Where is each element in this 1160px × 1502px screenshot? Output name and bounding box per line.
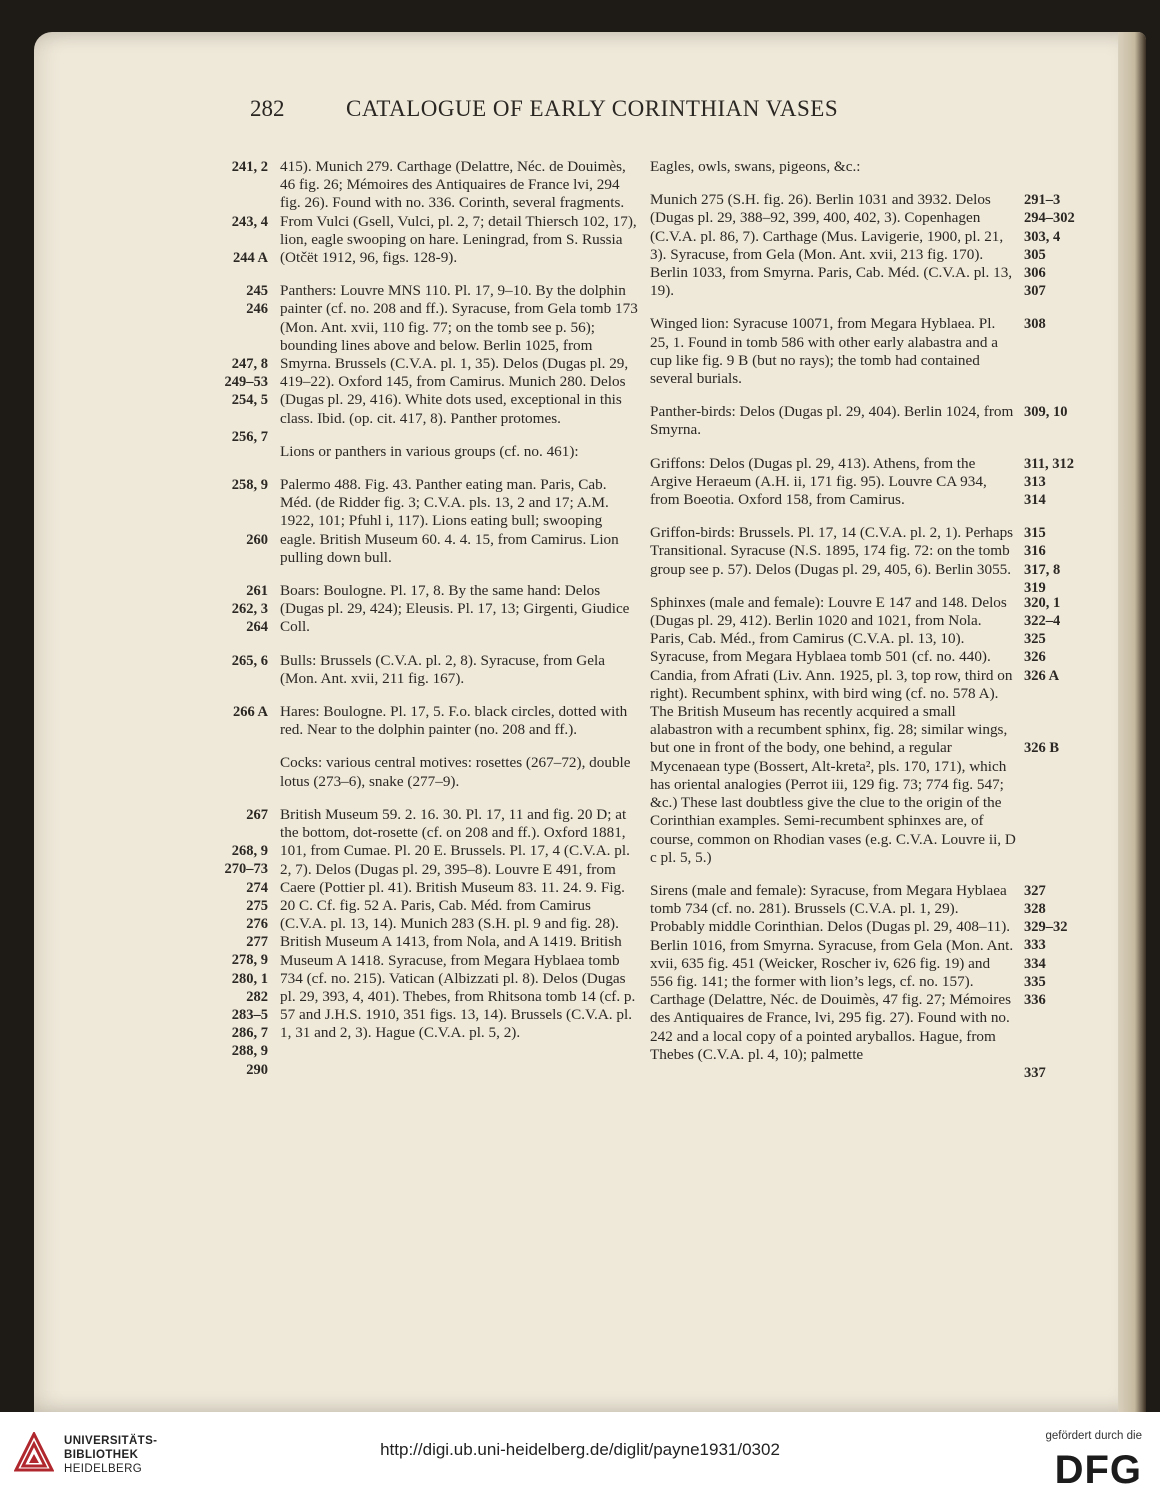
entry-text: Griffons: Delos (Dugas pl. 29, 413). Athens, from the Argive Heraeum (A.H. ii, 171 fig. 95). Louvre CA 934, from Boeotia. Oxford 158, from Camirus. [650, 454, 987, 509]
catalogue-number [1024, 848, 1084, 866]
catalogue-number: 254, 5 [231, 392, 268, 409]
catalogue-number: 243, 4 [231, 213, 268, 230]
entry-text: Boars: Boulogne. Pl. 17, 8. By the same hand: Delos (Dugas pl. 29, 424); Eleusis. Pl. 17, 13; Girgenti, Giudice Coll. [280, 582, 630, 636]
catalogue-numbers [1024, 882, 1084, 1082]
catalogue-number: 320, 1 [1024, 594, 1061, 611]
catalogue-entry [231, 476, 640, 567]
catalogue-number: 267 [246, 806, 268, 823]
catalogue-number [208, 176, 268, 194]
catalogue-number [1024, 812, 1084, 830]
catalogue-number: 275 [246, 897, 268, 914]
catalogue-number: 329–32 [1024, 919, 1068, 936]
catalogue-entry [224, 805, 640, 1078]
catalogue-number [1024, 830, 1084, 848]
entry-text: Winged lion: Syracuse 10071, from Megara Hyblaea. Pl. 25, 1. Found in tomb 586 with other early alabastra and a cup like fig. 9 B (but no rays); the tomb had contained several burials. [650, 315, 998, 388]
right-column [650, 158, 1075, 1081]
catalogue-number [208, 549, 268, 567]
catalogue-number: 308 [1024, 316, 1046, 333]
catalogue-number: 327 [1024, 882, 1046, 899]
catalogue-entry [650, 158, 1016, 176]
catalogue-number [1024, 776, 1084, 794]
catalogue-numbers [1024, 524, 1084, 597]
catalogue-number: 326 [1024, 649, 1046, 666]
catalogue-number: 261 [246, 583, 268, 600]
catalogue-number [208, 754, 268, 772]
catalogue-number: 335 [1024, 973, 1046, 990]
catalogue-number: 334 [1024, 955, 1046, 972]
entry-text: Eagles, owls, swans, pigeons, &c.: [650, 158, 861, 175]
entry-text: Bulls: Brussels (C.V.A. pl. 2, 8). Syracuse, from Gela (Mon. Ant. xvii, 211 fig. 167). [280, 651, 605, 687]
catalogue-number: 277 [246, 934, 268, 951]
running-title: CATALOGUE OF EARLY CORINTHIAN VASES [346, 96, 839, 121]
catalogue-number: 305 [1024, 246, 1046, 263]
catalogue-entry [650, 191, 1075, 300]
catalogue-number: 247, 8 [231, 355, 268, 372]
catalogue-entry [650, 454, 1074, 510]
catalogue-number: 303, 4 [1024, 228, 1061, 245]
catalogue-number: 262, 3 [231, 601, 268, 618]
catalogue-number [208, 824, 268, 842]
catalogue-numbers [208, 158, 268, 285]
catalogue-number [208, 194, 268, 212]
catalogue-numbers [208, 476, 268, 567]
funding-note: gefördert durch die [1045, 1430, 1142, 1442]
catalogue-number: 245 [246, 283, 268, 300]
catalogue-entry [650, 593, 1061, 867]
catalogue-numbers [1024, 191, 1084, 300]
catalogue-number: 328 [1024, 901, 1046, 918]
catalogue-number: 244 A [232, 249, 268, 266]
catalogue-entry [650, 315, 1046, 388]
catalogue-number: 288, 9 [231, 1043, 268, 1060]
catalogue-number: 278, 9 [231, 952, 268, 969]
catalogue-number: 326 A [1024, 667, 1060, 684]
catalogue-number: 317, 8 [1024, 561, 1061, 578]
catalogue-number: 319 [1024, 579, 1046, 596]
catalogue-number [1024, 158, 1084, 176]
catalogue-numbers [208, 703, 268, 758]
catalogue-number [1024, 794, 1084, 812]
catalogue-numbers [208, 282, 268, 446]
catalogue-number: 306 [1024, 264, 1046, 281]
catalogue-numbers [1024, 455, 1084, 510]
catalogue-number: 311, 312 [1024, 455, 1074, 472]
page-header [250, 96, 910, 130]
entry-text: Griffon-birds: Brussels. Pl. 17, 14 (C.V.A. pl. 2, 1). Perhaps Transitional. Syracuse (N.S. 1895, 174 fig. 72: on the tomb group see p. 57). Delos (Dugas pl. 29, 405, 6). Berlin 3055. [650, 524, 1014, 578]
viewer-footer [0, 1412, 1160, 1502]
catalogue-number [1024, 1027, 1084, 1045]
catalogue-number [208, 512, 268, 530]
catalogue-number: 325 [1024, 631, 1046, 648]
catalogue-number: 337 [1024, 1064, 1046, 1081]
catalogue-number [208, 721, 268, 739]
catalogue-number: 249–53 [224, 374, 268, 391]
entry-text: Munich 275 (S.H. fig. 26). Berlin 1031 and 3932. Delos (Dugas pl. 29, 388–92, 399, 400, 402, 3). Copenhagen (C.V.A. pl. 86, 7). Carthage (Mus. Lavigerie, 1900, pl. 21, 3). Syracuse, from Gela (Mon. Ant. xvii, 213 fig. 170). Berlin 1033, from Smyrna. Paris, Cab. Méd. (C.V.A. pl. 13, 19). [650, 191, 1013, 300]
catalogue-number: 314 [1024, 492, 1046, 509]
catalogue-number: 326 B [1024, 740, 1060, 757]
catalogue-entry [280, 754, 640, 790]
catalogue-number [208, 494, 268, 512]
page-edge [1118, 32, 1146, 1412]
catalogue-number: 313 [1024, 473, 1046, 490]
catalogue-entry [231, 158, 640, 267]
entry-text: Lions or panthers in various groups (cf. no. 461): [280, 442, 579, 460]
catalogue-number [1024, 703, 1084, 721]
catalogue-numbers [1024, 403, 1084, 439]
entry-text: British Museum 59. 2. 16. 30. Pl. 17, 11 and fig. 20 D; at the bottom, dot-rosette (cf. on 208 and ff.). Oxford 1881, 101, from Cumae. Pl. 20 E. Brussels. Pl. 17, 4 (C.V.A. pl. 2, 7). Delos (Dugas pl. 29, 395–8). Louvre E 491, from Caere (Pottier pl. 41). British Museum 83. 11. 24. 9. Fig. 20 C. Cf. fig. 52 A. Paris, Cab. Méd. from Camirus (C.V.A. pl. 13, 14). Munich 283 (S.H. pl. 9 and fig. 28). British Museum A 1413, from Nola, and A 1419. British Museum A 1418. Syracuse, from Megara Hyblaea tomb 734 (cf. no. 215). Vatican (Albizzati pl. 8). Delos (Dugas pl. 29, 393, 4, 401). Thebes, from Rhitsona tomb 14 (cf. p. 57 and J.H.S. 1910, 351 figs. 13, 14). Brussels (C.V.A. pl. 1, 31 and 2, 3). Hague (C.V.A. pl. 5, 2). [280, 805, 636, 1042]
institution-line: UNIVERSITÄTS- [64, 1435, 158, 1447]
catalogue-number: 270–73 [224, 861, 268, 878]
catalogue-entry [650, 403, 1068, 439]
catalogue-entry [231, 651, 640, 688]
catalogue-number [1024, 352, 1084, 370]
catalogue-number: 256, 7 [231, 428, 268, 445]
page-number: 282 [250, 96, 285, 121]
catalogue-numbers [208, 443, 268, 461]
entry-text: Sphinxes (male and female): Louvre E 147 and 148. Delos (Dugas pl. 29, 412). Berlin 1020 and 1021, from Nola. Paris, Cab. Méd., from Camirus (C.V.A. pl. 13, 10). Syracuse, from Megara Hyblaea tomb 501 (cf. no. 440). Candia, from Afrati (Liv. Ann. 1925, pl. 3, top row, third on right). Recumbent sphinx, with bird wing (cf. no. 578 A). The British Museum has recently acquired a small alabastron with a recumbent sphinx, fig. 28; similar wings, but one in front of the body, one behind, a regular Mycenaean type (Bossert, Alt-kreta², pls. 170, 171), which has oriental analogies (Perrot iii, 129 fig. 73; 774 fig. 547; &c.) These last doubtless give the clue to the origin of the Corinthian examples. Semi-recumbent sphinxes are, of course, common on Rhodian vases (e.g. C.V.A. Louvre ii, D c pl. 5, 5.) [650, 593, 1016, 866]
entry-text: Panther-birds: Delos (Dugas pl. 29, 404). Berlin 1024, from Smyrna. [650, 403, 1014, 439]
catalogue-number [208, 443, 268, 461]
entry-text: Sirens (male and female): Syracuse, from Megara Hyblaea tomb 734 (cf. no. 281). Brussels (C.V.A. pl. 1, 29). Probably middle Corinthian. Delos (Dugas pl. 29, 408–11). Berlin 1016, from Smyrna. Syracuse, from Gela (Mon. Ant. xvii, 635 fig. 451 (Weicker, Roscher iv, 626 fig. 19) and 556 fig. 141; the former with lion’s legs, cf. no. 157). Carthage (Delattre, Néc. de Douimès, 47 fig. 27; Mémoires des Antiquaires de France, lvi, 295 fig. 27). Found with no. 242 and a local copy of a pointed aryballos. Hague, from Thebes (C.V.A. pl. 4, 10); palmette [650, 881, 1014, 1063]
catalogue-number [208, 337, 268, 355]
catalogue-number: 246 [246, 301, 268, 318]
catalogue-number [1024, 758, 1084, 776]
catalogue-numbers [208, 806, 268, 1079]
catalogue-number [1024, 685, 1084, 703]
catalogue-number: 309, 10 [1024, 404, 1068, 421]
entry-text: Cocks: various central motives: rosettes (267–72), double lotus (273–6), snake (277–9). [280, 754, 631, 790]
catalogue-number: 274 [246, 879, 268, 896]
dfg-logo: DFG [1054, 1448, 1142, 1492]
source-url-link[interactable]: http://digi.ub.uni-heidelberg.de/diglit/payne1931/0302 [380, 1440, 780, 1459]
catalogue-number [1024, 334, 1084, 352]
catalogue-entry [232, 703, 640, 739]
catalogue-number: 266 A [232, 704, 268, 721]
catalogue-numbers [208, 652, 268, 688]
catalogue-number [1024, 370, 1084, 388]
catalogue-numbers [208, 754, 268, 790]
catalogue-number: 294–302 [1024, 210, 1075, 227]
catalogue-entry [650, 881, 1068, 1081]
catalogue-number: 241, 2 [231, 159, 268, 175]
catalogue-number [208, 410, 268, 428]
catalogue-numbers [208, 582, 268, 637]
catalogue-entry [224, 282, 640, 445]
catalogue-number: 307 [1024, 283, 1046, 300]
catalogue-number: 282 [246, 988, 268, 1005]
institution-line: HEIDELBERG [64, 1463, 143, 1475]
catalogue-number [1024, 1009, 1084, 1027]
catalogue-number: 283–5 [231, 1006, 268, 1023]
catalogue-entry [650, 524, 1061, 596]
catalogue-numbers [1024, 315, 1084, 388]
catalogue-number [1024, 421, 1084, 439]
catalogue-number: 291–3 [1024, 192, 1061, 209]
catalogue-number: 336 [1024, 992, 1046, 1009]
catalogue-number: 265, 6 [231, 652, 268, 669]
catalogue-entry [280, 443, 640, 461]
catalogue-entry [231, 582, 640, 637]
catalogue-number: 258, 9 [231, 477, 268, 494]
catalogue-number: 316 [1024, 543, 1046, 560]
catalogue-number [208, 231, 268, 249]
catalogue-number: 322–4 [1024, 613, 1061, 630]
institution-line: BIBLIOTHEK [64, 1449, 139, 1461]
catalogue-number [208, 670, 268, 688]
catalogue-number [208, 773, 268, 791]
catalogue-numbers [1024, 158, 1084, 176]
catalogue-number: 333 [1024, 937, 1046, 954]
entry-text: Panthers: Louvre MNS 110. Pl. 17, 9–10. By the dolphin painter (cf. no. 208 and ff.). Syracuse, from Gela tomb 173 (Mon. Ant. xvii, 110 fig. 77; on the tomb see p. 56); bounding lines above and below. Berlin 1025, from Smyrna. Brussels (C.V.A. pl. 1, 35). Delos (Dugas pl. 29, 419–22). Oxford 145, from Camirus. Munich 280. Delos (Dugas pl. 29, 416). White dots used, exceptional in this class. Ibid. (op. cit. 417, 8). Panther protomes. [280, 282, 638, 427]
catalogue-number: 290 [246, 1061, 268, 1078]
left-column [224, 158, 640, 1078]
catalogue-number [208, 319, 268, 337]
catalogue-number: 268, 9 [231, 843, 268, 860]
catalogue-number: 280, 1 [231, 970, 268, 987]
entry-text: Hares: Boulogne. Pl. 17, 5. F.o. black circles, dotted with red. Near to the dolphin painter (no. 208 and ff.). [280, 703, 628, 739]
entry-text: Palermo 488. Fig. 43. Panther eating man. Paris, Cab. Méd. (de Ridder fig. 3; C.V.A. pls. 13, 2 and 17; A.M. 1922, 101; Pfuhl i, 117). Lions eating bull; swooping eagle. British Museum 60. 4. 4. 15, from Camirus. Lion pulling down bull. [280, 476, 619, 566]
catalogue-number: 276 [246, 916, 268, 933]
catalogue-number: 260 [246, 531, 268, 548]
catalogue-number: 315 [1024, 525, 1046, 542]
catalogue-number [1024, 1046, 1084, 1064]
catalogue-number [1024, 721, 1084, 739]
catalogue-number: 264 [246, 619, 268, 636]
entry-text: 415). Munich 279. Carthage (Delattre, Néc. de Douimès, 46 fig. 26; Mémoires des Antiquaires de France lvi, 294 fig. 26). Found with no. 336. Corinth, several fragments. From Vulci (Gsell, Vulci, pl. 2, 7; detail Thiersch 102, 17), lion, eagle swooping on hare. Leningrad, from S. Russia (Otčët 1912, 96, figs. 128-9). [280, 158, 637, 267]
catalogue-number: 286, 7 [231, 1025, 268, 1042]
